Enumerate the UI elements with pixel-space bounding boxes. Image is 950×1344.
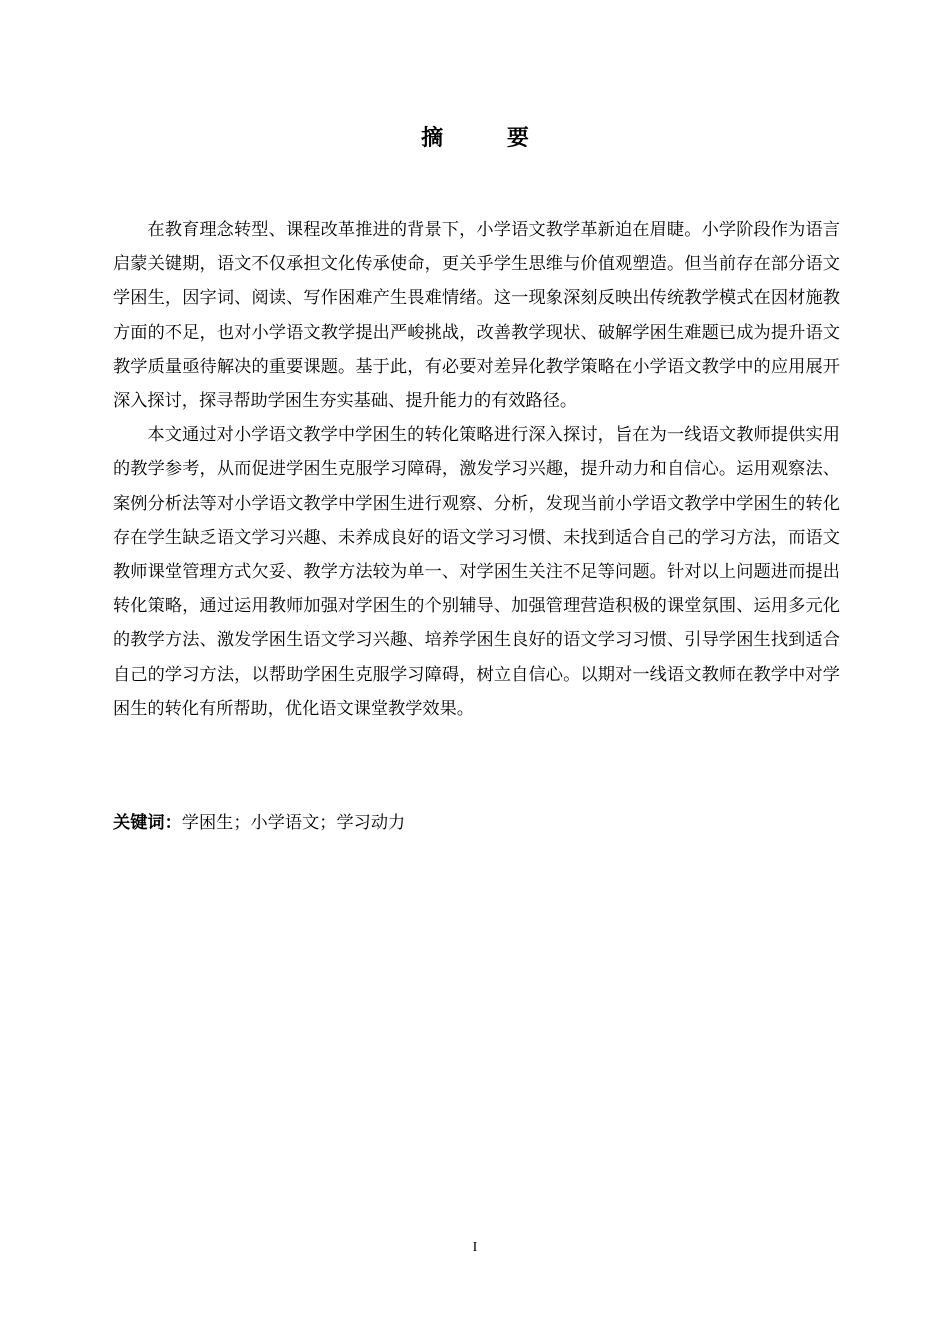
keywords-line [113,806,840,840]
abstract-paragraph-2: 本文通过对小学语文教学中学困生的转化策略进行深入探讨，旨在为一线语文教师提供实用的教学参考，从而促进学困生克服学习障碍，激发学习兴趣，提升动力和自信心。运用观察法、案例分析法等对小学语文教学中学困生进行观察、分析，发现当前小学语文教学中学困生的转化存在学生缺乏语文学习兴趣、未养成良好的语文学习习惯、未找到适合自己的学习方法，而语文教师课堂管理方式欠妥、教学方法较为单一、对学困生关注不足等问题。针对以上问题进而提出转化策略，通过运用教师加强对学困生的个别辅导、加强管理营造积极的课堂氛围、运用多元化的教学方法、激发学困生语文学习兴趣、培养学困生良好的语文学习习惯、引导学困生找到适合自己的学习方法，以帮助学困生克服学习障碍，树立自信心。以期对一线语文教师在教学中对学困生的转化有所帮助，优化语文课堂教学效果。 [113,425,840,719]
abstract-body [113,213,840,726]
keywords-value: 学困生；小学语文；学习动力 [181,813,406,833]
abstract-paragraph-1: 在教育理念转型、课程改革推进的背景下，小学语文教学革新迫在眉睫。小学阶段作为语言启蒙关键期，语文不仅承担文化传承使命，更关乎学生思维与价值观塑造。但当前存在部分语文学困生，因字词、阅读、写作困难产生畏难情绪。这一现象深刻反映出传统教学模式在因材施教方面的不足，也对小学语文教学提出严峻挑战，改善教学现状、破解学困生难题已成为提升语文教学质量亟待解决的重要课题。基于此，有必要对差异化教学策略在小学语文教学中的应用展开深入探讨，探寻帮助学困生夯实基础、提升能力的有效路径。 [113,220,840,412]
abstract-title: 摘 要 [421,126,557,151]
page-number: I [472,1240,478,1255]
keywords-label: 关键词： [113,813,182,833]
